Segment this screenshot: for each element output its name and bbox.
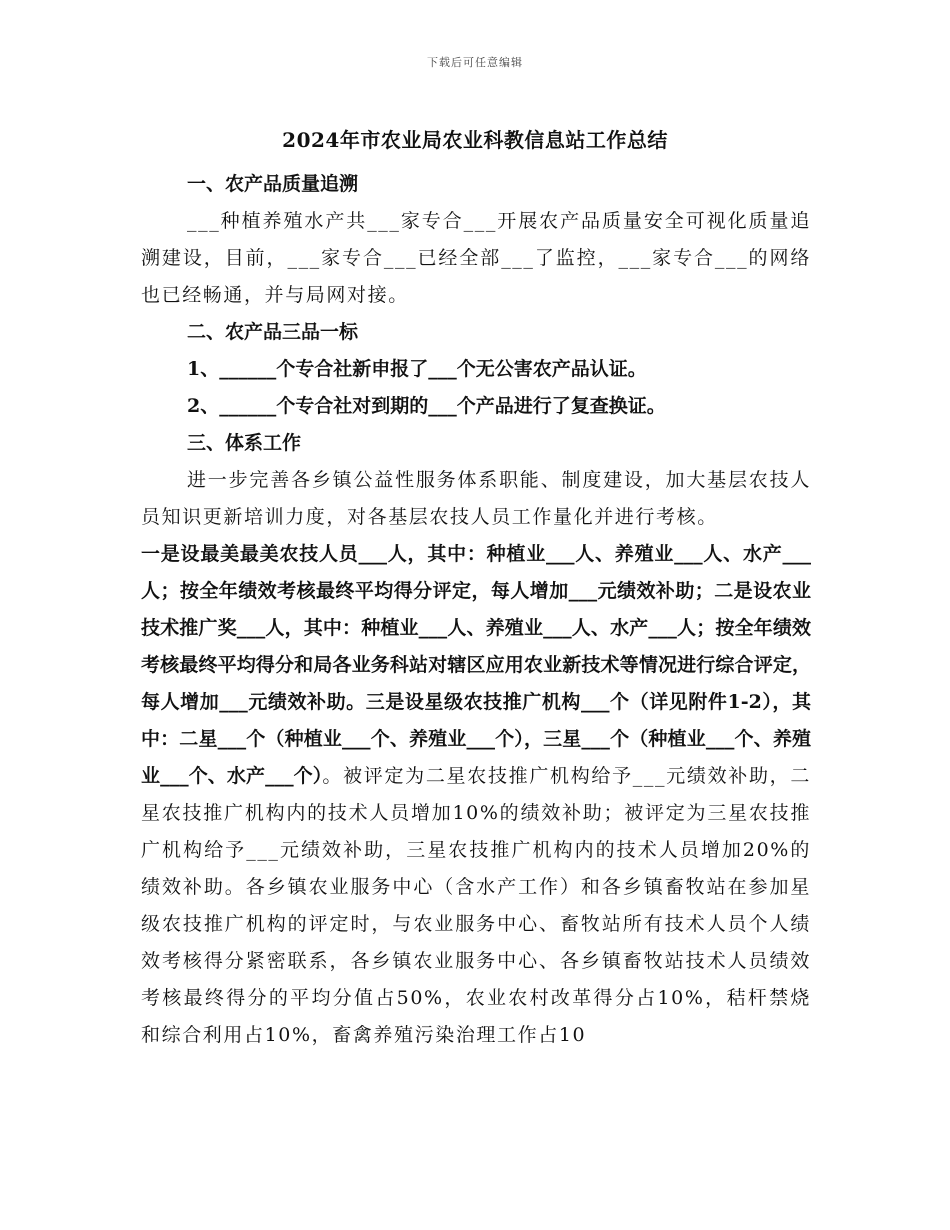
document-body xyxy=(141,166,811,1054)
section-1-heading: 一、农产品质量追溯 xyxy=(187,173,359,195)
section-2-heading: 二、农产品三品一标 xyxy=(187,321,359,343)
section-2-item-1: 1、______个专合社新申报了___个无公害农产品认证。 xyxy=(187,358,647,380)
section-1-paragraph: ___种植养殖水产共___家专合___开展农产品质量安全可视化质量追溯建设，目前，___家专合___已经全部___了监控，___家专合___的网络也已经畅通，并与局网对接。 xyxy=(141,210,811,306)
document-title: 2024年市农业局农业科教信息站工作总结 xyxy=(282,128,668,152)
section-3-heading: 三、体系工作 xyxy=(187,432,302,454)
section-3-bold-text: 一是设最美最美农技人员___人，其中：种植业___人、养殖业___人、水产___人；按全年绩效考核最终平均得分评定，每人增加___元绩效补助；二是设农业技术推广奖___人，其中：种植业___人、养殖业___人、水产___人；按全年绩效考核最终平均得分和局各业务科站对辖区应用农业新技术等情况进行综合评定，每人增加___元绩效补助。三是设星级农技推广机构___个（详见附件1-2），其中：二星___个（种植业___个、养殖业___个），三星___个（种植业___个、养殖业___个、水产___个） xyxy=(141,543,811,787)
section-3-regular-text: 。被评定为二星农技推广机构给予___元绩效补助，二星农技推广机构内的技术人员增加10%的绩效补助；被评定为三星农技推广机构给予___元绩效补助，三星农技推广机构内的技术人员增加20%的绩效补助。各乡镇农业服务中心（含水产工作）和各乡镇畜牧站在参加星级农技推广机构的评定时，与农业服务中心、畜牧站所有技术人员个人绩效考核得分紧密联系，各乡镇农业服务中心、各乡镇畜牧站技术人员绩效考核最终得分的平均分值占50%，农业农村改革得分占10%，秸杆禁烧和综合利用占10%，畜禽养殖污染治理工作占10 xyxy=(141,765,811,1046)
section-2-item-2: 2、______个专合社对到期的___个产品进行了复查换证。 xyxy=(187,395,666,417)
section-3-paragraph-main xyxy=(141,536,811,1054)
section-3-paragraph-intro: 进一步完善各乡镇公益性服务体系职能、制度建设，加大基层农技人员知识更新培训力度，对各基层农技人员工作量化并进行考核。 xyxy=(141,469,811,528)
download-note: 下载后可任意编辑 xyxy=(427,56,523,69)
